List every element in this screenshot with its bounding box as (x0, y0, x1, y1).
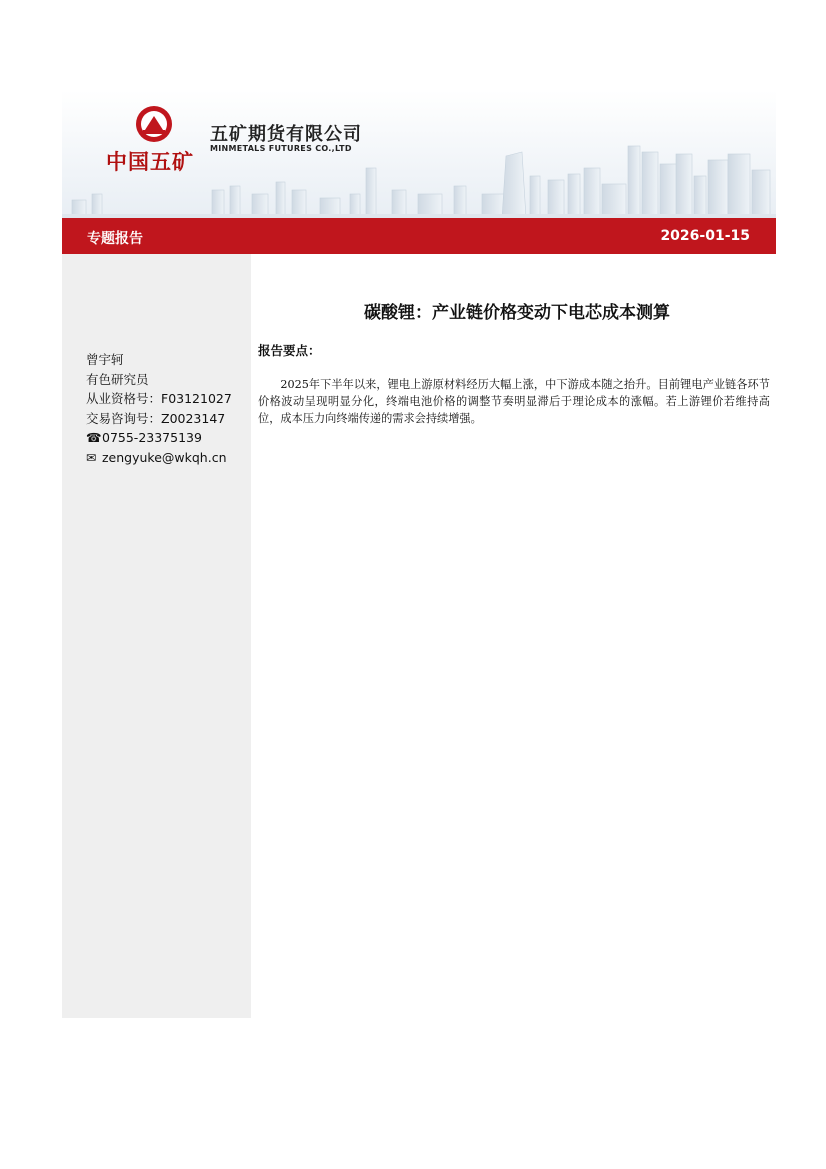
author-phone: 0755-23375139 (102, 430, 202, 445)
report-title: 碳酸锂：产业链价格变动下电芯成本测算 (364, 303, 670, 323)
author-info (86, 350, 232, 467)
author-role: 有色研究员 (86, 371, 149, 387)
report-date: 2026-01-15 (660, 228, 750, 244)
author-qualification: 从业资格号：F03121027 (86, 391, 232, 406)
company-name-english: MINMETALS FUTURES CO.,LTD (210, 144, 352, 153)
summary-paragraph: 2025年下半年以来，锂电上游原材料经历大幅上涨，中下游成本随之抬升。目前锂电产业链各环节价格波动呈现明显分化，终端电池价格的调整节奏明显滞后于理论成本的涨幅。若上游锂价若维持高位，成本压力向终端传递的需求会持续增强。 (258, 378, 770, 425)
author-email-row (86, 448, 232, 468)
company-name-chinese: 五矿期货有限公司 (210, 124, 362, 145)
report-type-band (62, 218, 776, 254)
minmetals-logo-icon (134, 104, 174, 144)
author-consulting-number: 交易咨询号：Z0023147 (86, 410, 226, 426)
author-email[interactable]: zengyuke@wkqh.cn (102, 449, 227, 465)
group-name: 中国五矿 (106, 150, 194, 174)
author-name: 曾宇轲 (86, 352, 124, 367)
key-points-heading: 报告要点： (258, 343, 321, 358)
envelope-icon: ✉ (86, 449, 97, 465)
phone-icon: ☎ (86, 430, 102, 445)
report-type-label: 专题报告 (87, 231, 143, 247)
author-phone-row (86, 428, 232, 448)
report-header (62, 90, 776, 218)
author-sidebar (62, 254, 251, 1018)
